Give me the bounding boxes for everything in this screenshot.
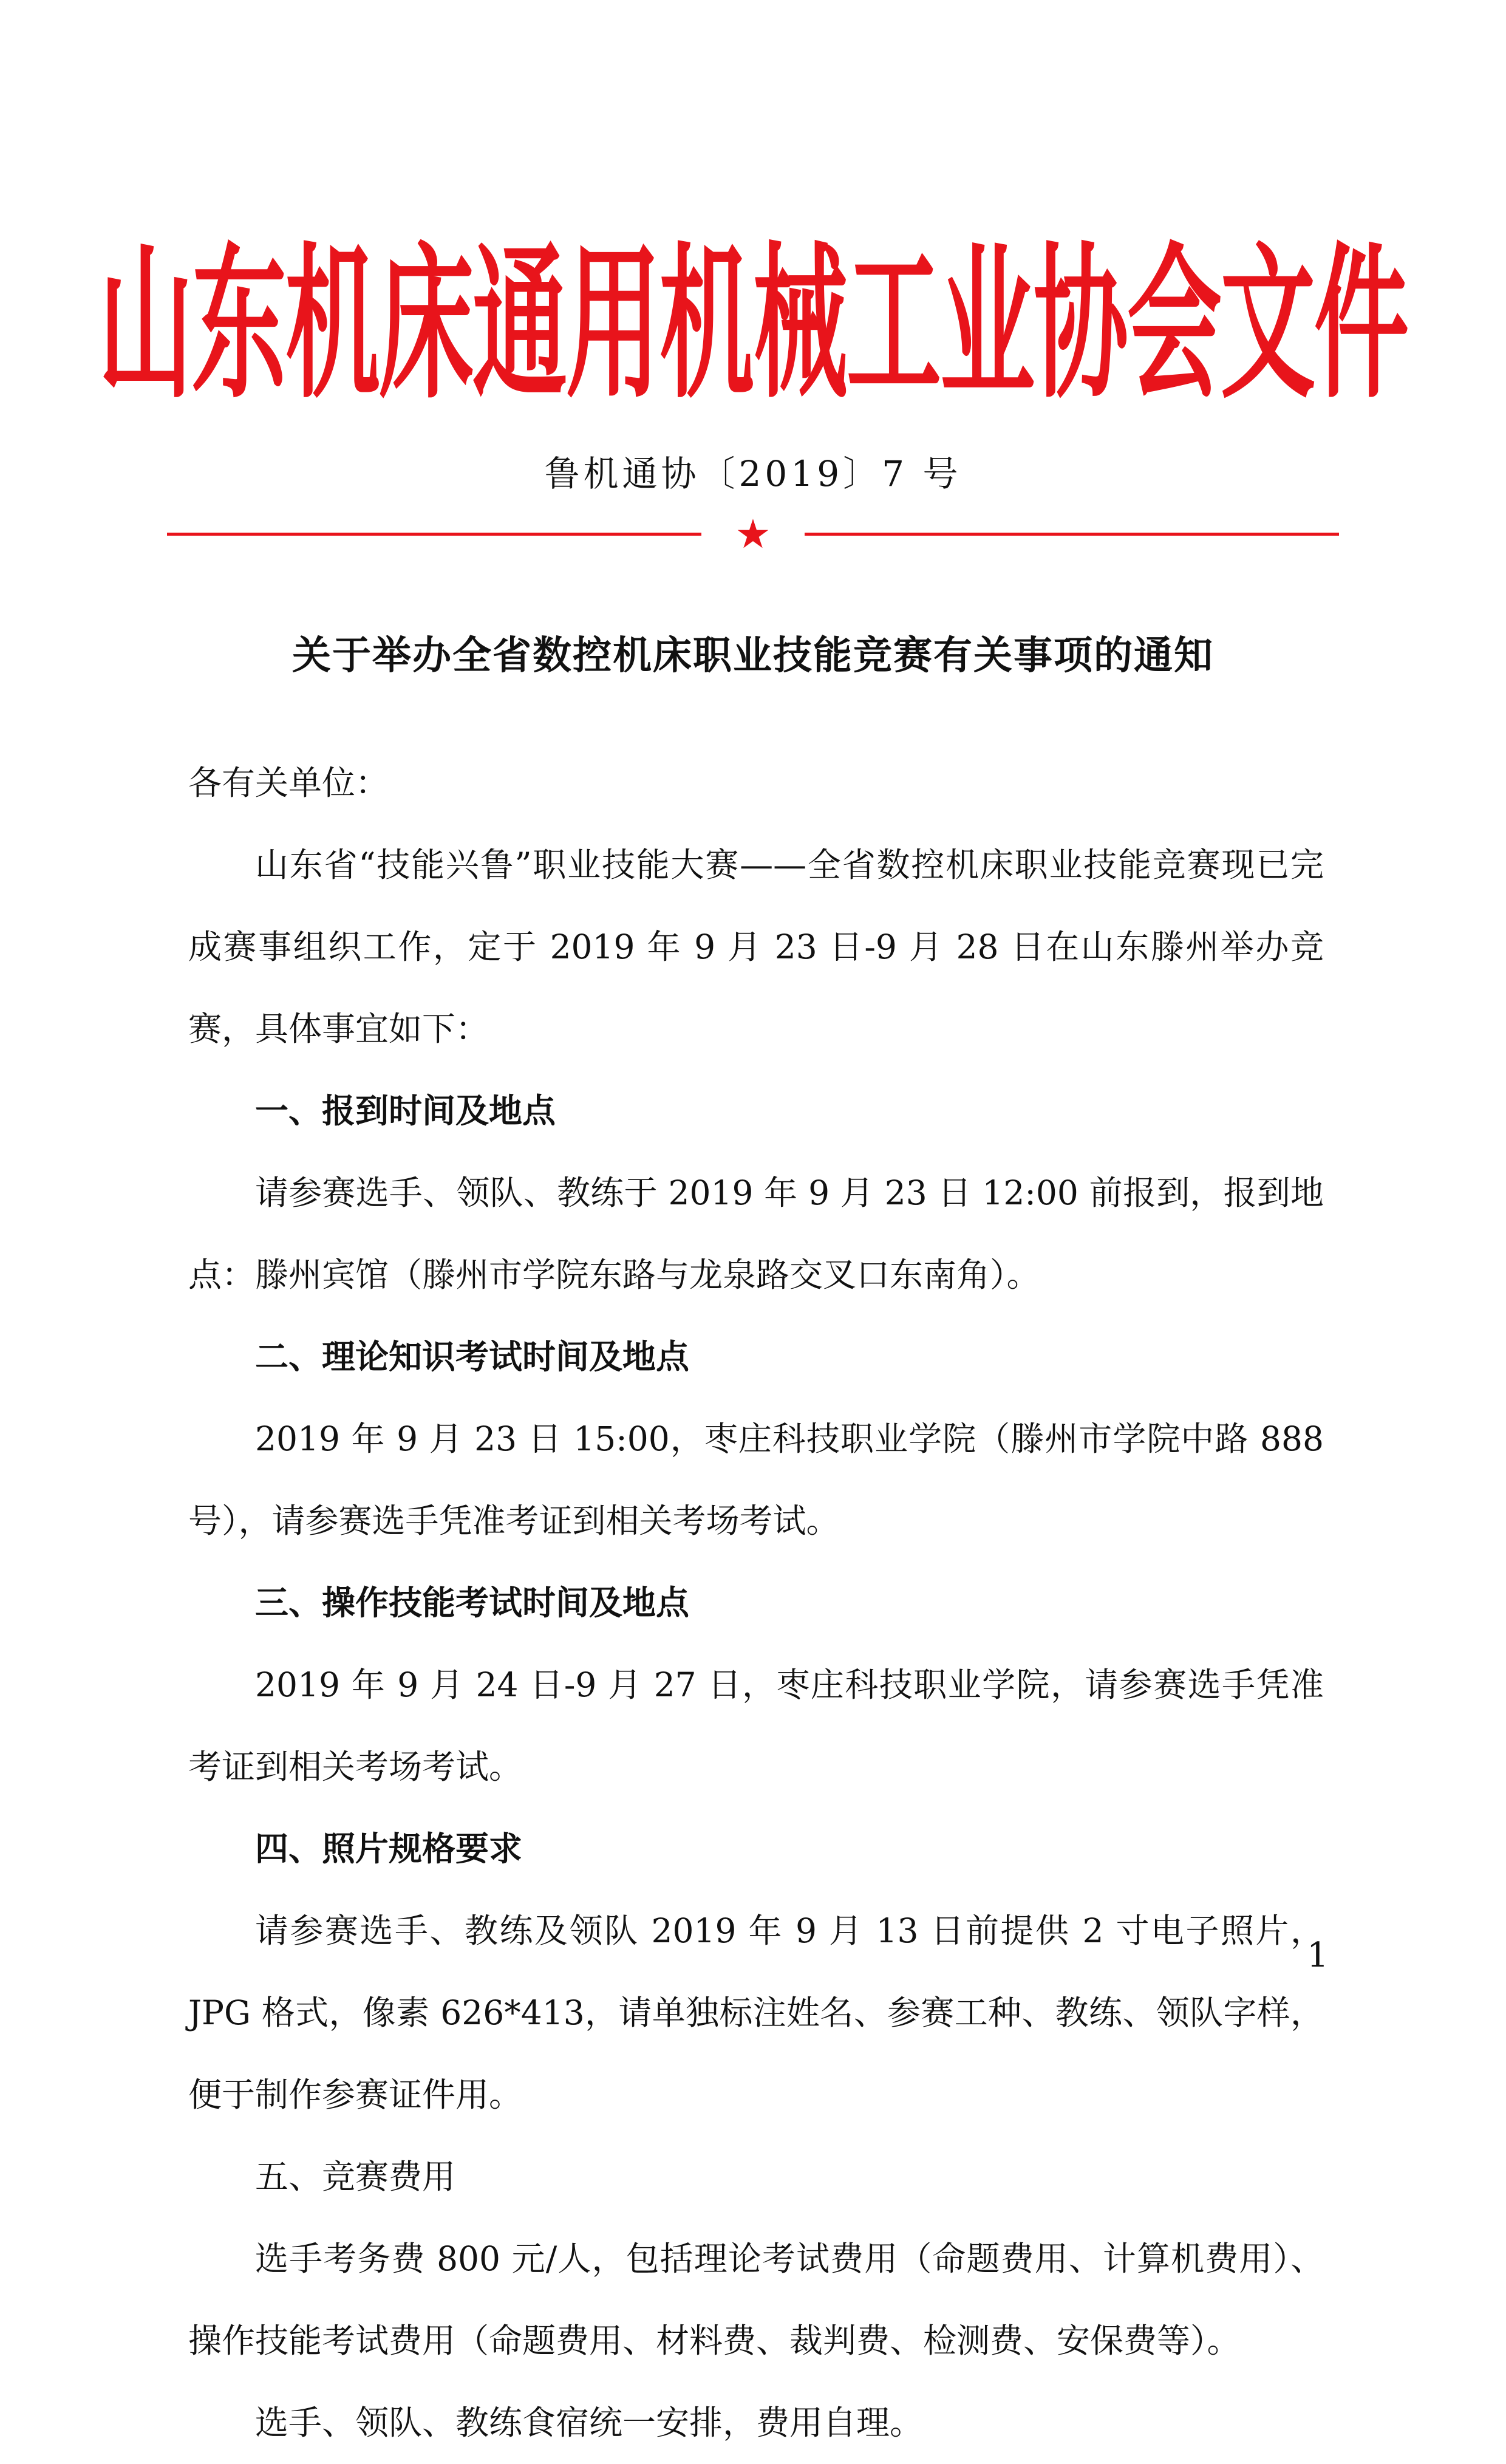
red-divider-right xyxy=(805,533,1339,536)
section-paragraph: 请参赛选手、领队、教练于 2019 年 9 月 23 日 12:00 前报到，报到地点：滕州宾馆（滕州市学院东路与龙泉路交叉口东南角）。 xyxy=(188,1173,1324,1294)
section-paragraph: 2019 年 9 月 23 日 15:00，枣庄科技职业学院（滕州市学院中路 888 号），请参赛选手凭准考证到相关考场考试。 xyxy=(188,1419,1324,1540)
intro-paragraph: 山东省“技能兴鲁”职业技能大赛——全省数控机床职业技能竞赛现已完成赛事组织工作，定于 2019 年 9 月 23 日-9 月 28 日在山东滕州举办竞赛，具体事宜如下： xyxy=(188,845,1324,1048)
red-divider-left xyxy=(167,533,701,536)
salutation: 各有关单位： xyxy=(188,763,389,802)
section-heading-photo-requirements: 四、照片规格要求 xyxy=(255,1829,523,1868)
section-paragraph: 选手、领队、教练食宿统一安排，费用自理。 xyxy=(255,2403,924,2442)
section-paragraph: 选手考务费 800 元/人，包括理论考试费用（命题费用、计算机费用）、操作技能考试费用（命题费用、材料费、裁判费、检测费、安保费等）。 xyxy=(188,2239,1324,2360)
section-paragraph: 请参赛选手、教练及领队 2019 年 9 月 13 日前提供 2 寸电子照片，JPG 格式，像素 626*413，请单独标注姓名、参赛工种、教练、领队字样，便于制作参赛证件用。 xyxy=(188,1911,1324,2114)
star-icon: ★ xyxy=(735,511,771,558)
masthead-text: 山东机床通用机械工业协会文件 xyxy=(98,227,1408,421)
document-number: 鲁机通协〔2019〕7 号 xyxy=(544,453,962,494)
page-number: 1 xyxy=(1307,1936,1329,1975)
section-heading-registration: 一、报到时间及地点 xyxy=(255,1091,556,1130)
document-body xyxy=(188,742,1324,2464)
masthead-title xyxy=(0,227,1506,422)
section-heading-practical-exam: 三、操作技能考试时间及地点 xyxy=(255,1583,690,1622)
section-paragraph: 2019 年 9 月 24 日-9 月 27 日，枣庄科技职业学院，请参赛选手凭准考证到相关考场考试。 xyxy=(188,1665,1324,1786)
notice-title: 关于举办全省数控机床职业技能竞赛有关事项的通知 xyxy=(292,633,1214,678)
section-heading-theory-exam: 二、理论知识考试时间及地点 xyxy=(255,1337,690,1376)
section-heading-fees: 五、竞赛费用 xyxy=(255,2157,456,2196)
